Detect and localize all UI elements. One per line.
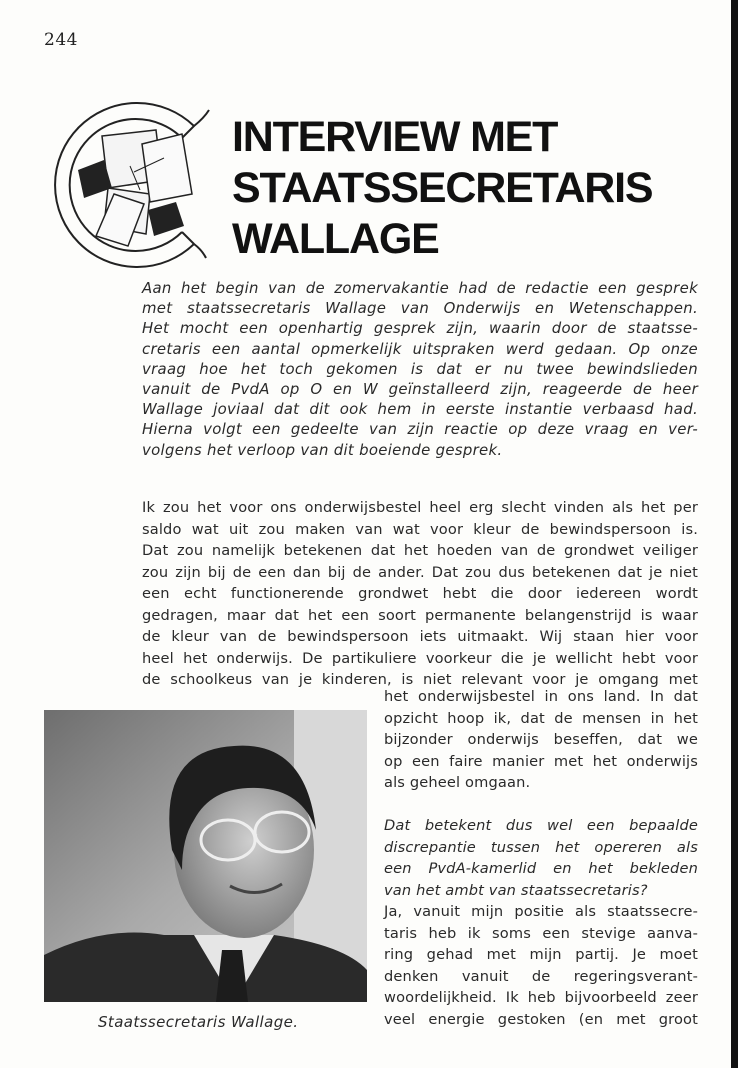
interview-answer-line: Ja, vanuit mijn positie als staatssecre- (384, 903, 698, 920)
intro-line: Wallage joviaal dat dit ook hem in eerste instantie verbaasd had. (142, 400, 698, 419)
column-line: het onderwijsbestel in ons land. In dat (384, 688, 698, 705)
body-line: gedragen, maar dat het een soort permanente belangenstrijd is waar (142, 606, 698, 624)
column-line: opzicht hoop ik, dat de mensen in het (384, 709, 698, 727)
title-line: WALLAGE (232, 215, 439, 263)
body-paragraph (142, 497, 698, 691)
body-line: zou zijn bij de een dan bij de ander. Dat zou dus betekenen dat je niet (142, 563, 698, 581)
interview-question-line: van het ambt van staatssecretaris? (384, 881, 648, 899)
paragraph-gap (384, 794, 698, 816)
intro-line: cretaris een aantal opmerkelijk uitspraken werd gedaan. Op onze (142, 339, 698, 358)
portrait-illustration (44, 710, 367, 1002)
intro-line: volgens het verloop van dit boeiende gesprek. (142, 440, 503, 459)
intro-line: vanuit de PvdA op O en W geïnstalleerd zijn, reageerde de heer (142, 380, 698, 399)
interview-question-line: discrepantie tussen het opereren als (384, 838, 698, 856)
column-line: bijzonder onderwijs beseffen, dat we (384, 731, 698, 748)
interview-answer-line: ring gehad met mijn partij. Je moet (384, 946, 698, 963)
page-edge-shadow (731, 0, 738, 1068)
title-line: INTERVIEW MET (232, 113, 558, 161)
column-line: als geheel omgaan. (384, 774, 531, 791)
magazine-logo-icon (44, 98, 214, 270)
body-line: een echt functionerende grondwet hebt die door iedereen wordt (142, 585, 698, 602)
intro-line: Hierna volgt een gedeelte van zijn reactie op deze vraag en ver- (142, 420, 698, 439)
interview-answer-line: taris heb ik soms een stevige aanva- (384, 924, 698, 942)
body-line: de kleur van de bewindspersoon iets uitmaakt. Wij staan hier voor (142, 628, 698, 645)
body-line: de schoolkeus van je kinderen, is niet relevant voor je omgang met (142, 671, 698, 688)
photo-caption: Staatssecretaris Wallage. (98, 1013, 299, 1031)
intro-line: Het mocht een openhartig gesprek zijn, waarin door de staatsse- (142, 319, 698, 338)
column-line: op een faire manier met het onderwijs (384, 752, 698, 770)
interview-answer-line: veel energie gestoken (en met groot (384, 1010, 698, 1028)
body-line: saldo wat uit zou maken van wat voor kleur de bewindspersoon is. (142, 520, 698, 538)
right-column (384, 686, 698, 1030)
article-title (232, 112, 712, 265)
intro-paragraph (142, 278, 698, 460)
body-line: Dat zou namelijk betekenen dat het hoeden van de grondwet veiliger (142, 542, 698, 559)
intro-line: met staatssecretaris Wallage van Onderwijs en Wetenschappen. (142, 299, 698, 318)
interview-question-line: een PvdA-kamerlid en het bekleden (384, 860, 698, 877)
body-line: heel het onderwijs. De partikuliere voorkeur die je wellicht hebt voor (142, 649, 698, 667)
interview-answer-line: denken vanuit de regeringsverant- (384, 967, 698, 985)
intro-line: Aan het begin van de zomervakantie had de redactie een gesprek (142, 279, 698, 297)
title-line: STAATSSECRETARIS (232, 164, 653, 212)
page-number: 244 (44, 30, 78, 50)
interview-answer-line: woordelijkheid. Ik heb bijvoorbeeld zeer (384, 989, 698, 1006)
intro-line: vraag hoe het toch gekomen is dat er nu twee bewindslieden (142, 359, 698, 378)
body-line: Ik zou het voor ons onderwijsbestel heel erg slecht vinden als het per (142, 499, 698, 516)
interview-question-line: Dat betekent dus wel een bepaalde (384, 817, 698, 834)
portrait-photo (44, 710, 367, 1002)
